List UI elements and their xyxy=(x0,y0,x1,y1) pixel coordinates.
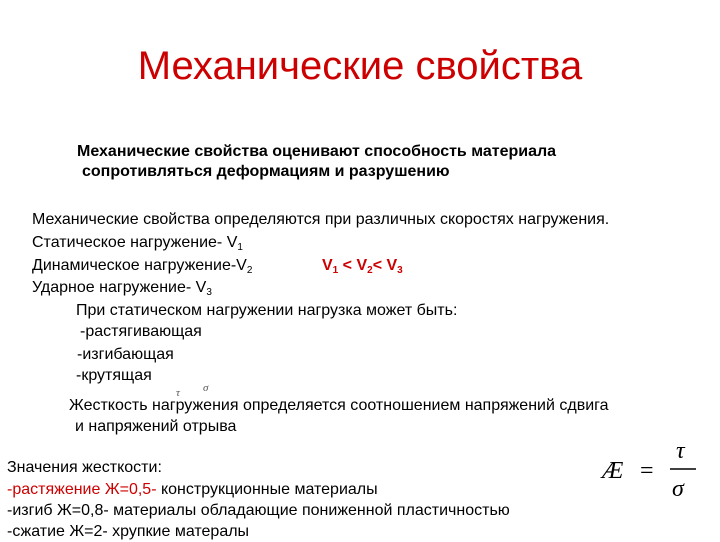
value-tension-label: -растяжение Ж=0,5- xyxy=(7,481,157,498)
relation-s3: 3 xyxy=(397,265,403,276)
stiffness-line-2: и напряжений отрыва xyxy=(75,418,237,435)
intro-line-1: Механические свойства оценивают способность материала xyxy=(77,143,557,160)
formula-lhs: Æ xyxy=(602,458,624,484)
formula-numerator: τ xyxy=(676,438,685,464)
static-loading-sub: 1 xyxy=(237,242,243,253)
loading-speeds-line: Механические свойства определяются при различных скоростях нагружения. xyxy=(32,211,610,228)
formula-equals: = xyxy=(640,458,654,484)
stiffness-formula xyxy=(596,438,706,502)
slide-title: Механические свойства xyxy=(137,44,583,88)
impact-loading-sub: 3 xyxy=(206,287,212,298)
static-loading-line xyxy=(32,233,243,253)
relation-lt2: < xyxy=(372,257,387,274)
static-load-intro: При статическом нагружении нагрузка может быть: xyxy=(76,302,458,319)
dynamic-loading-label: Динамическое нагружение-V xyxy=(32,257,247,274)
impact-loading-line xyxy=(32,278,212,298)
value-bending-line: -изгиб Ж=0,8- материалы обладающие пониженной пластичностью xyxy=(7,502,510,519)
static-load-item-torsion: -крутящая xyxy=(76,367,152,384)
static-load-item-tension: -растягивающая xyxy=(80,323,202,340)
overlay-sigma-symbol: σ xyxy=(203,382,209,394)
relation-s1: 1 xyxy=(332,265,339,276)
value-tension-desc: конструкционные материалы xyxy=(156,481,378,498)
intro-line-2: сопротивляться деформациям и разрушению xyxy=(82,163,450,180)
static-loading-label: Статическое нагружение- V xyxy=(32,234,238,251)
formula-denominator: σ xyxy=(672,476,684,502)
dynamic-loading-sub: 2 xyxy=(246,265,253,276)
relation-v1: V xyxy=(322,257,333,274)
static-load-item-bending: -изгибающая xyxy=(77,346,174,363)
relation-lt1: < xyxy=(338,257,357,274)
speed-relation xyxy=(322,256,403,276)
dynamic-loading-line xyxy=(32,256,252,276)
overlay-tau-symbol: τ xyxy=(176,387,180,399)
relation-v3: V xyxy=(386,257,398,274)
impact-loading-label: Ударное нагружение- V xyxy=(32,279,207,296)
value-compression-line: -сжатие Ж=2- хрупкие матералы xyxy=(7,523,250,540)
value-tension-line xyxy=(7,480,378,500)
relation-s2: 2 xyxy=(367,265,373,276)
stiffness-line-1: Жесткость нагружения определяется соотношением напряжений сдвига xyxy=(69,397,609,414)
stiffness-values-heading: Значения жесткости: xyxy=(7,459,162,476)
relation-v2: V xyxy=(356,257,368,274)
